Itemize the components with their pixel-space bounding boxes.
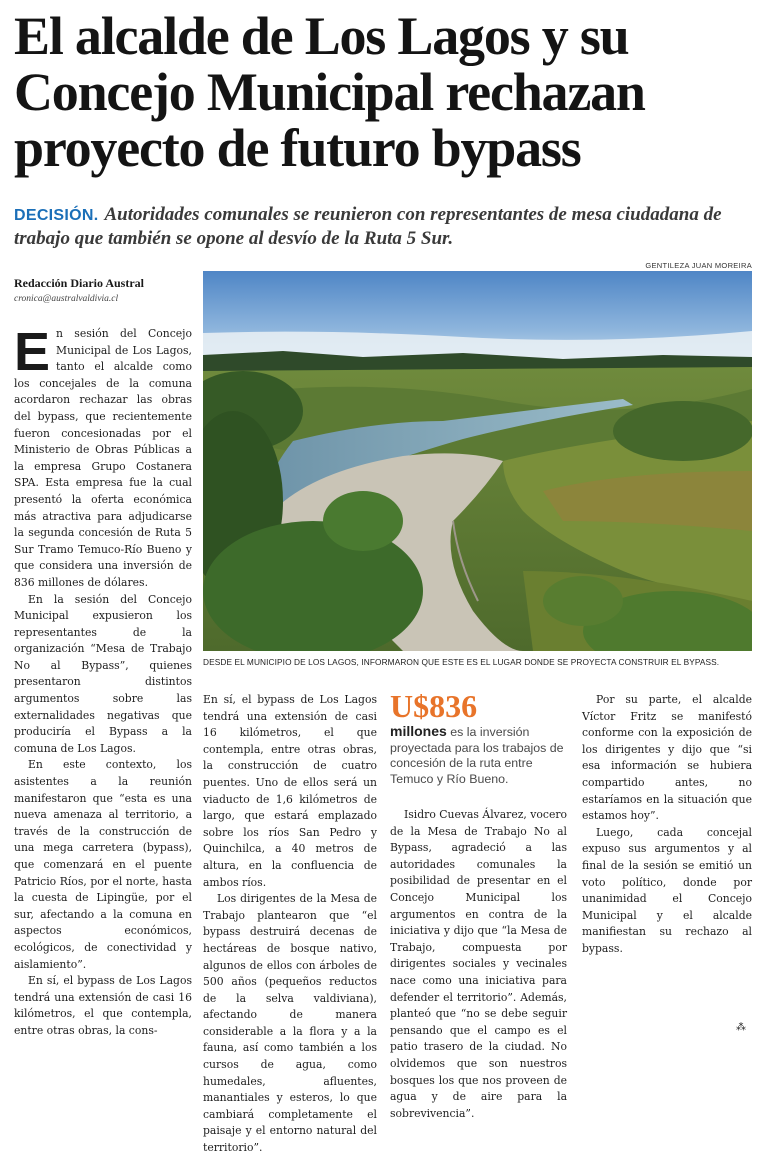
article-column-2 — [203, 692, 377, 1155]
river-photo — [203, 271, 752, 651]
paragraph-4: En sí, el bypass de Los Lagos tendrá una extensión de casi 16 kilómetros, el que contempla, entre otras obras, la construcción de cuatro puentes. Uno de ellos será un viaducto de 1,6 kilómetros de largo, que estará emplazado sobre los ríos San Pedro y Quinchilca, a 40 metros de altura, en la confluencia de ambos ríos. — [203, 693, 377, 889]
paragraph-1-text: n sesión del Concejo Municipal de Los Lagos, tanto el alcalde como los concejales de la comuna acordaron rechazar las obras del bypass, que recientemente fueron concesionadas por el Ministerio de Obras Públicas a la empresa Grupo Costanera SPA. Esta empresa fue la cual presentó la oferta económica más atractiva para adjudicarse la segunda concesión de Ruta 5 Sur Tramo Temuco-Río Bueno y que considera una inversión de 836 millones de dólares. — [14, 327, 192, 589]
headline-line-1: El alcalde de Los Lagos y su — [14, 6, 629, 66]
headline — [14, 8, 754, 176]
paragraph-4-start: En sí, el bypass de Los Lagos tendrá una extensión de casi 16 kilómetros, el que contempla, entre otras obras, la cons- — [14, 974, 192, 1037]
headline-line-3: proyecto de futuro bypass — [14, 118, 581, 178]
photo-credit: GENTILEZA JUAN MOREIRA — [645, 261, 752, 270]
paragraph-5: Los dirigentes de la Mesa de Trabajo plantearon que “el bypass destruirá decenas de hectáreas de bosque nativo, algunos de ellos con árboles de 500 años (pequeños reductos de la selva valdiviana), afectando de manera considerable a la flora y a la fauna, así como también a los cursos de agua, como humedales, afluentes, manantiales y esteros, lo que cambiará completamente el paisaje y el entorno natural del territorio”. — [203, 892, 377, 1155]
deck-text: Autoridades comunales se reunieron con representantes de mesa ciudadana de trabajo que también se opone al desvío de la Ruta 5 Sur. — [14, 204, 722, 249]
byline-email[interactable]: cronica@australvaldivia.cl — [14, 294, 119, 304]
headline-line-2: Concejo Municipal rechazan — [14, 62, 645, 122]
pullquote-unit: millones — [390, 723, 447, 739]
pullquote — [390, 690, 567, 787]
paragraph-3: En este contexto, los asistentes a la reunión manifestaron que “esta es una nueva amenaza al territorio, a través de la construcción de una mega carretera (bypass), que comenzará en el puente Patricio Ríos, por el norte, hasta la cuesta de Lipingüe, por el sur, afectando a la comuna en aspectos económicos, ecológicos, de conectividad y aislamiento”. — [14, 758, 192, 971]
river-landscape-image — [203, 271, 752, 651]
deck-kicker: DECISIÓN. — [14, 207, 99, 224]
paragraph-7: Por su parte, el alcalde Víctor Fritz se manifestó conforme con la exposición de los dirigentes y dijo que “si esa información se hubiera compartido antes, no estaríamos en la situación que estamos hoy”. — [582, 693, 752, 823]
article-column-3 — [390, 807, 567, 1120]
byline-author: Redacción Diario Austral — [14, 276, 144, 290]
article-column-1 — [14, 322, 192, 1038]
paragraph-1 — [14, 322, 192, 592]
deck — [14, 203, 754, 250]
end-of-article-icon: ⁂ — [736, 1022, 746, 1033]
paragraph-8: Luego, cada concejal expuso sus argumentos y al final de la sesión se emitió un voto político, donde por unanimidad el Concejo Municipal y el alcalde manifiestan su rechazo al bypass. — [582, 825, 752, 955]
paragraph-6: Isidro Cuevas Álvarez, vocero de la Mesa de Trabajo No al Bypass, agradeció a las autoridades comunales la posibilidad de presentar en el Concejo Municipal los argumentos en contra de la iniciativa y dijo que “la Mesa de Trabajo, compuesta por dirigentes sociales y vecinales nace como una iniciativa para defender el territorio”. Además, planteó que “no se debe seguir pensando que el campo es el patio trasero de la ciudad. No olvidemos que son nuestros bosques los que nos proveen de agua y de aire para la sobrevivencia”. — [390, 808, 567, 1120]
article-column-4 — [582, 692, 752, 1038]
photo-caption: DESDE EL MUNICIPIO DE LOS LAGOS, INFORMARON QUE ESTE ES EL LUGAR DONDE SE PROYECTA CONSTRUIR EL BYPASS. — [203, 657, 720, 667]
drop-cap: E — [14, 322, 51, 382]
pullquote-text — [390, 724, 567, 787]
paragraph-2: En la sesión del Concejo Municipal expusieron los representantes de la organización “Mesa de Trabajo No al Bypass”, quienes presentaron distintos argumentos sobre las externalidades negativas que produciría el Bypass a la comuna de Los Lagos. — [14, 592, 192, 755]
pullquote-body: es la inversión proyectada para los trabajos de concesión de la ruta entre Temuco y Río Bueno. — [390, 725, 564, 786]
pullquote-amount: U$836 — [390, 688, 478, 724]
